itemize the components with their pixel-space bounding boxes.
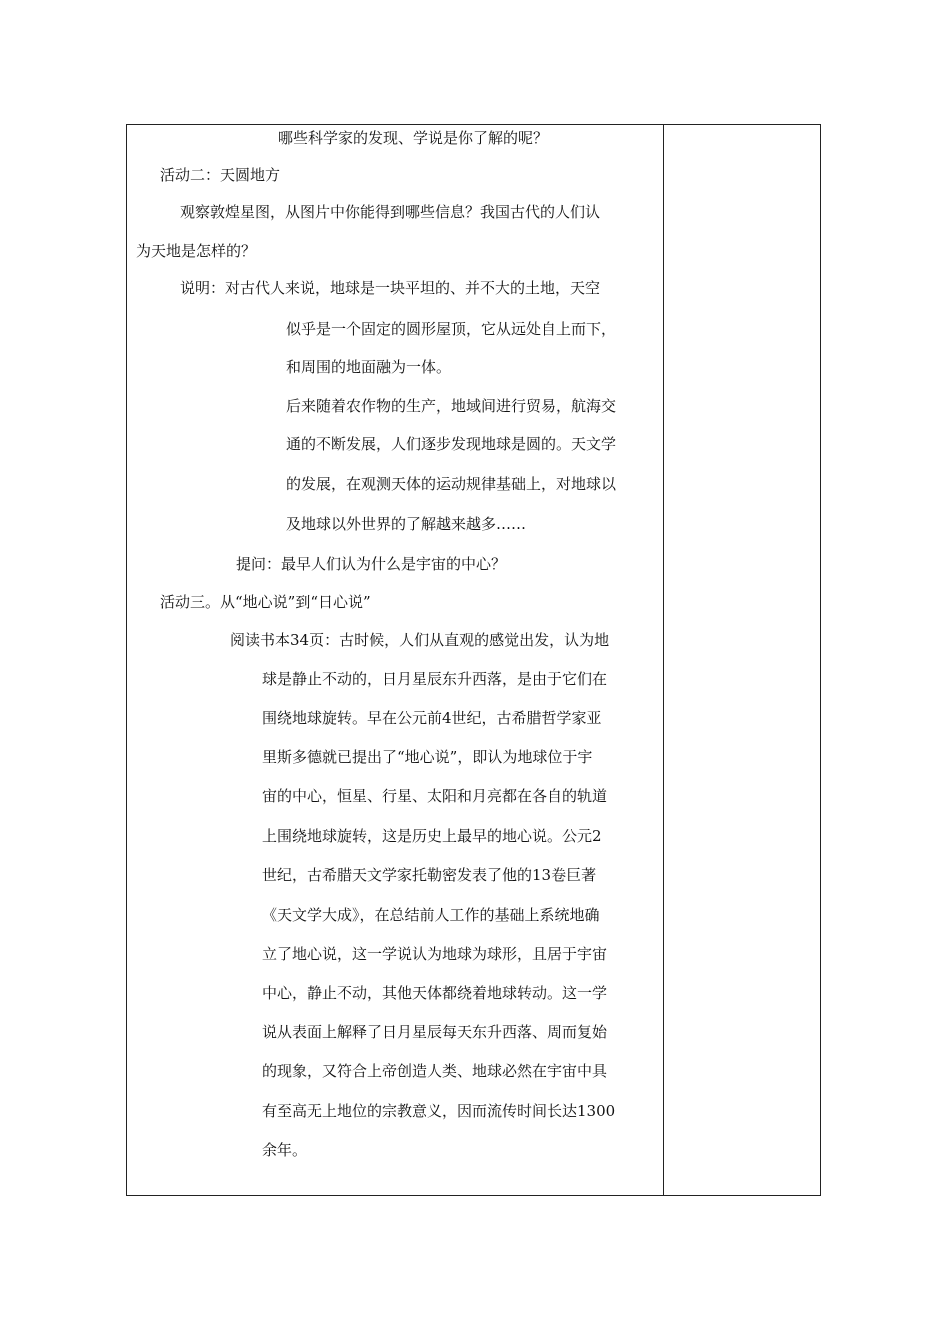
text-line-question-center: 提问：最早人们认为什么是宇宙的中心？ xyxy=(236,555,507,573)
text-line-reading-14: 余年。 xyxy=(262,1141,308,1159)
text-line-reading-9: 立了地心说，这一学说认为地球为球形，且居于宇宙 xyxy=(262,945,608,963)
text-line-reading-2: 球是静止不动的，日月星辰东升西落，是由于它们在 xyxy=(262,670,608,688)
column-divider xyxy=(663,125,664,1195)
text-line-development-4: 及地球以外世界的了解越来越多…… xyxy=(286,515,527,533)
text-line-reading-4: 里斯多德就已提出了“地心说”，即认为地球位于宇 xyxy=(262,748,593,766)
text-line-explanation-1: 说明：对古代人来说，地球是一块平坦的、并不大的土地，天空 xyxy=(180,279,601,297)
text-line-reading-10: 中心，静止不动，其他天体都绕着地球转动。这一学 xyxy=(262,984,608,1002)
text-line-activity-three-title: 活动三。从“地心说”到“日心说” xyxy=(160,593,371,611)
text-line-reading-11: 说从表面上解释了日月星辰每天东升西落、周而复始 xyxy=(262,1023,608,1041)
text-line-activity-two-title: 活动二：天圆地方 xyxy=(160,166,281,184)
text-line-question-scientists: 哪些科学家的发现、学说是你了解的呢？ xyxy=(278,129,549,147)
text-line-reading-8: 《天文学大成》，在总结前人工作的基础上系统地确 xyxy=(262,906,600,924)
text-line-development-3: 的发展，在观测天体的运动规律基础上，对地球以 xyxy=(286,475,617,493)
text-line-observe-star-map-2: 为天地是怎样的？ xyxy=(136,242,257,260)
text-line-reading-12: 的现象，又符合上帝创造人类、地球必然在宇宙中具 xyxy=(262,1062,608,1080)
text-line-reading-3: 围绕地球旋转。早在公元前4世纪，古希腊哲学家亚 xyxy=(262,709,602,727)
text-line-development-1: 后来随着农作物的生产，地域间进行贸易，航海交 xyxy=(286,397,617,415)
text-line-development-2: 通的不断发展，人们逐步发现地球是圆的。天文学 xyxy=(286,435,617,453)
text-line-reading-7: 世纪，古希腊天文学家托勒密发表了他的13卷巨著 xyxy=(262,866,597,884)
text-line-reading-5: 宙的中心，恒星、行星、太阳和月亮都在各自的轨道 xyxy=(262,787,608,805)
text-line-reading-13: 有至高无上地位的宗教意义，因而流传时间长达1300 xyxy=(262,1102,616,1120)
text-line-reading-6: 上围绕地球旋转，这是历史上最早的地心说。公元2 xyxy=(262,827,602,845)
text-line-explanation-2: 似乎是一个固定的圆形屋顶，它从远处自上而下， xyxy=(286,320,617,338)
text-line-reading-1: 阅读书本34页：古时候，人们从直观的感觉出发，认为地 xyxy=(230,631,610,649)
text-line-observe-star-map-1: 观察敦煌星图，从图片中你能得到哪些信息？我国古代的人们认 xyxy=(180,203,601,221)
text-line-explanation-3: 和周围的地面融为一体。 xyxy=(286,358,452,376)
